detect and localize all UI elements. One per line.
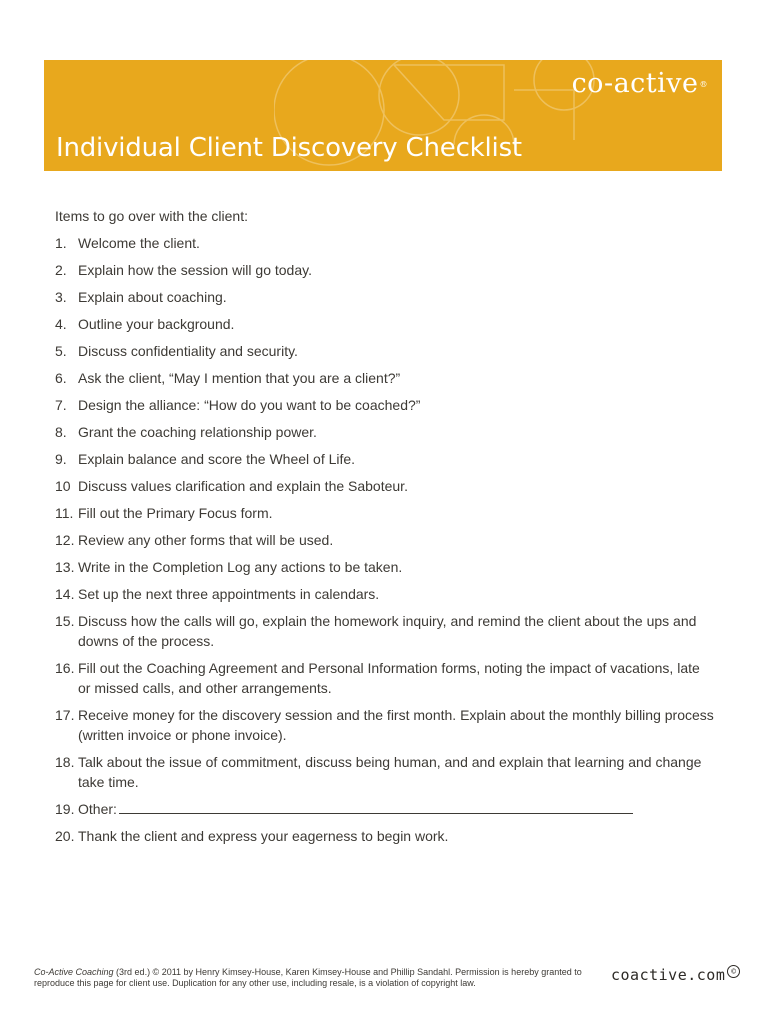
header-band [44, 60, 722, 171]
checklist-item-other [55, 799, 715, 819]
checklist-item [55, 449, 715, 469]
item-text: Welcome the client. [78, 235, 200, 251]
copyright-circle-icon: © [727, 965, 740, 978]
copyright-text: (3rd ed.) © 2011 by Henry Kimsey-House, Karen Kimsey-House and Phillip Sandahl. Permission is hereby granted to reproduce this page for client use. Duplication for any other use, including resale, is a violation of copyright law. [34, 967, 582, 988]
item-text: Explain about coaching. [78, 289, 227, 305]
checklist-item [55, 314, 715, 334]
item-text: Fill out the Primary Focus form. [78, 505, 273, 521]
checklist-item [55, 530, 715, 550]
item-text: Receive money for the discovery session and the first month. Explain about the monthly billing process (written invoice or phone invoice). [78, 707, 714, 743]
footer-site-logo [611, 966, 740, 984]
item-number: 2. [55, 262, 67, 278]
item-text: Write in the Completion Log any actions to be taken. [78, 559, 403, 575]
item-text: Design the alliance: “How do you want to be coached?” [78, 397, 421, 413]
checklist-content [55, 206, 715, 853]
item-text: Review any other forms that will be used. [78, 532, 334, 548]
item-text: Talk about the issue of commitment, discuss being human, and and explain that learning and change take time. [78, 754, 702, 790]
checklist-item [55, 476, 715, 496]
checklist-item [55, 752, 715, 792]
checklist-item [55, 503, 715, 523]
book-title: Co-Active Coaching [34, 967, 114, 977]
item-number: 13. [55, 559, 75, 575]
item-number: 11. [55, 505, 74, 521]
checklist-item [55, 557, 715, 577]
item-number: 16. [55, 660, 75, 676]
item-number: 17. [55, 707, 75, 723]
item-text: Explain balance and score the Wheel of Life. [78, 451, 356, 467]
item-text: Ask the client, “May I mention that you are a client?” [78, 370, 401, 386]
item-number: 5. [55, 343, 67, 359]
intro-text: Items to go over with the client: [55, 208, 248, 224]
checklist [55, 233, 715, 846]
item-number: 9. [55, 451, 67, 467]
item-text: Other: [78, 801, 117, 817]
item-text: Thank the client and express your eagerness to begin work. [78, 828, 449, 844]
copyright-notice [34, 967, 594, 989]
item-text: Discuss confidentiality and security. [78, 343, 298, 359]
item-number: 3. [55, 289, 67, 305]
item-text: Fill out the Coaching Agreement and Personal Information forms, noting the impact of vacations, late or missed calls, and other arrangements. [78, 660, 700, 696]
item-text: Outline your background. [78, 316, 235, 332]
item-number: 8. [55, 424, 67, 440]
registered-mark: ® [699, 80, 708, 89]
page-title: Individual Client Discovery Checklist [56, 133, 522, 163]
checklist-item [55, 341, 715, 361]
other-fill-in-line [119, 799, 633, 814]
checklist-item [55, 705, 715, 745]
checklist-item [55, 368, 715, 388]
checklist-item [55, 233, 715, 253]
brand-name: co-active [571, 68, 699, 99]
item-number: 19. [55, 801, 75, 817]
item-text: Discuss values clarification and explain the Saboteur. [78, 478, 408, 494]
item-number: 7. [55, 397, 67, 413]
checklist-item [55, 395, 715, 415]
item-number: 1. [55, 235, 67, 251]
item-number: 20. [55, 828, 75, 844]
item-number: 10 [55, 478, 71, 494]
item-number: 14. [55, 586, 75, 602]
item-number: 15. [55, 613, 75, 629]
item-text: Set up the next three appointments in calendars. [78, 586, 380, 602]
item-number: 4. [55, 316, 67, 332]
checklist-item [55, 260, 715, 280]
checklist-item [55, 584, 715, 604]
checklist-item [55, 422, 715, 442]
item-text: Explain how the session will go today. [78, 262, 312, 278]
item-number: 6. [55, 370, 67, 386]
item-number: 18. [55, 754, 75, 770]
item-text: Discuss how the calls will go, explain the homework inquiry, and remind the client about the ups and downs of the process. [78, 613, 697, 649]
item-text: Grant the coaching relationship power. [78, 424, 317, 440]
checklist-item [55, 658, 715, 698]
checklist-item [55, 611, 715, 651]
checklist-item [55, 826, 715, 846]
checklist-item [55, 287, 715, 307]
brand-logo [572, 68, 708, 99]
item-number: 12. [55, 532, 75, 548]
site-name: coactive.com [611, 966, 726, 984]
